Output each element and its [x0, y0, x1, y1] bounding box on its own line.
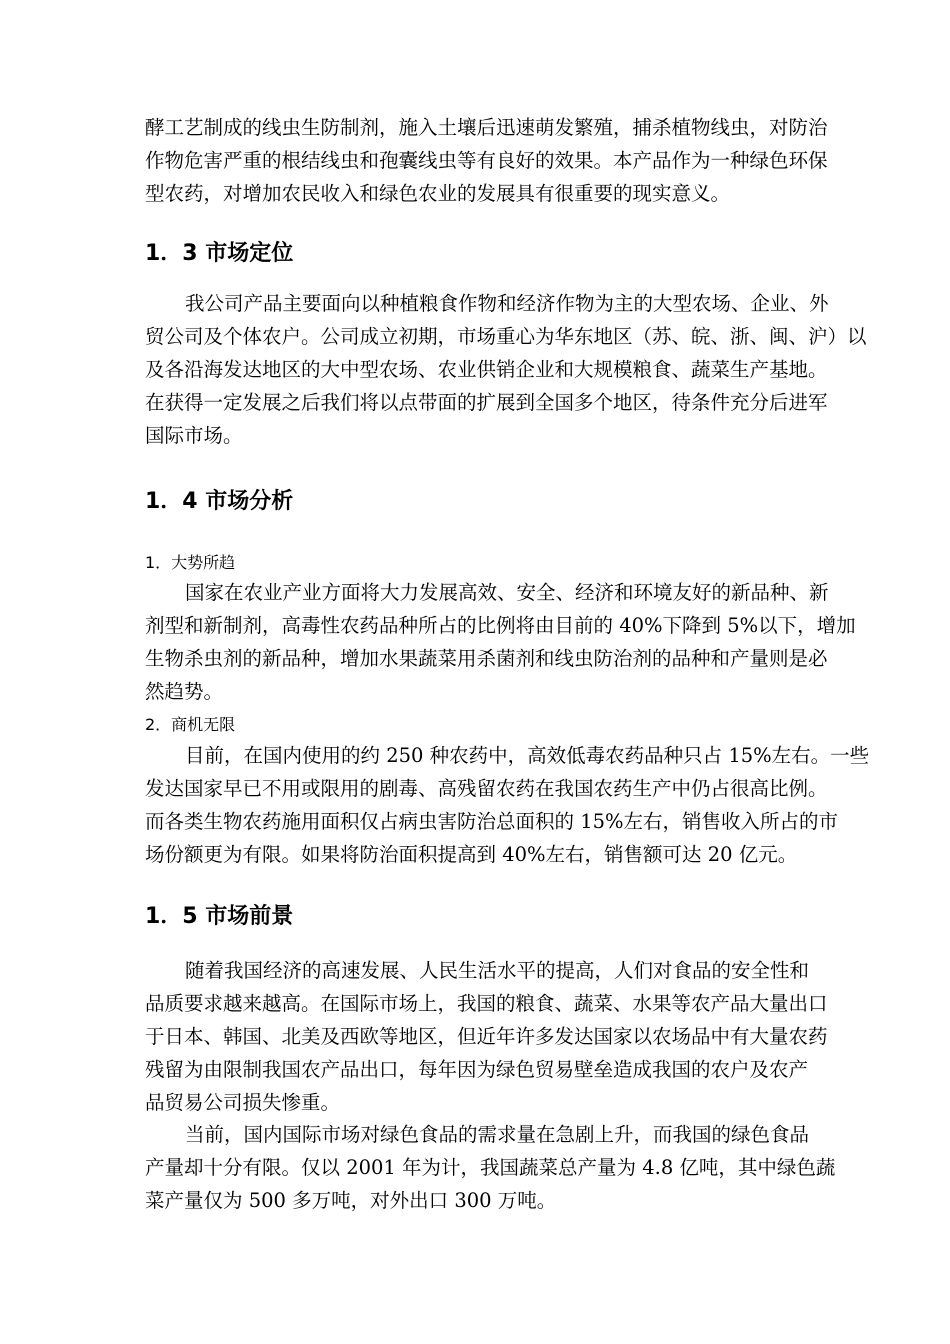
text-line: 目前，在国内使用的约 250 种农药中，高效低毒农药品种只占 15%左右。一些 [185, 744, 870, 767]
text-line: 而各类生物农药施用面积仅占病虫害防治总面积的 15%左右，销售收入所占的市 [145, 810, 839, 833]
text-line: 然趋势。 [145, 680, 224, 703]
text-line: 我公司产品主要面向以种植粮食作物和经济作物为主的大型农场、企业、外 [185, 292, 829, 315]
subheading-opportunity: 2．商机无限 [145, 715, 236, 734]
paragraph-market-position [145, 287, 867, 452]
paragraph-intro [145, 111, 828, 210]
text-line: 残留为由限制我国农产品出口，每年因为绿色贸易壁垒造成我国的农户及农产 [145, 1058, 809, 1081]
text-line: 品贸易公司损失惨重。 [145, 1091, 341, 1114]
text-line: 贸公司及个体农户。公司成立初期，市场重心为华东地区（苏、皖、浙、闽、沪）以 [145, 325, 867, 348]
text-line: 产量却十分有限。仅以 2001 年为计，我国蔬菜总产量为 4.8 亿吨，其中绿色蔬 [145, 1156, 836, 1179]
text-line: 及各沿海发达地区的大中型农场、农业供销企业和大规模粮食、蔬菜生产基地。 [145, 358, 828, 381]
paragraph-prospect-1 [145, 954, 828, 1119]
text-line: 作物危害严重的根结线虫和孢囊线虫等有良好的效果。本产品作为一种绿色环保 [145, 149, 828, 172]
text-line: 发达国家早已不用或限用的剧毒、高残留农药在我国农药生产中仍占很高比例。 [145, 777, 828, 800]
text-line: 菜产量仅为 500 多万吨，对外出口 300 万吨。 [145, 1189, 557, 1212]
text-line: 在获得一定发展之后我们将以点带面的扩展到全国多个地区，待条件充分后进军 [145, 391, 828, 414]
text-line: 国际市场。 [145, 424, 243, 447]
subheading-trend: 1．大势所趋 [145, 553, 236, 572]
heading-1-3: 1．3 市场定位 [145, 241, 294, 266]
text-line: 剂型和新制剂，高毒性农药品种所占的比例将由目前的 40%下降到 5%以下，增加 [145, 614, 856, 637]
heading-1-5: 1．5 市场前景 [145, 904, 294, 929]
paragraph-prospect-2 [145, 1118, 836, 1217]
text-line: 于日本、韩国、北美及西欧等地区，但近年许多发达国家以农场品中有大量农药 [145, 1025, 828, 1048]
heading-1-4: 1．4 市场分析 [145, 489, 294, 514]
paragraph-trend [145, 576, 856, 708]
text-line: 当前，国内国际市场对绿色食品的需求量在急剧上升，而我国的绿色食品 [185, 1123, 810, 1146]
text-line: 品质要求越来越高。在国际市场上，我国的粮食、蔬菜、水果等农产品大量出口 [145, 992, 828, 1015]
text-line: 国家在农业产业方面将大力发展高效、安全、经济和环境友好的新品种、新 [185, 581, 829, 604]
text-line: 随着我国经济的高速发展、人民生活水平的提高，人们对食品的安全性和 [185, 959, 810, 982]
text-line: 场份额更为有限。如果将防治面积提高到 40%左右，销售额可达 20 亿元。 [145, 843, 798, 866]
text-line: 酵工艺制成的线虫生防制剂，施入土壤后迅速萌发繁殖，捕杀植物线虫，对防治 [145, 116, 828, 139]
text-line: 型农药，对增加农民收入和绿色农业的发展具有很重要的现实意义。 [145, 182, 731, 205]
paragraph-opportunity [145, 739, 870, 871]
text-line: 生物杀虫剂的新品种，增加水果蔬菜用杀菌剂和线虫防治剂的品种和产量则是必 [145, 647, 828, 670]
